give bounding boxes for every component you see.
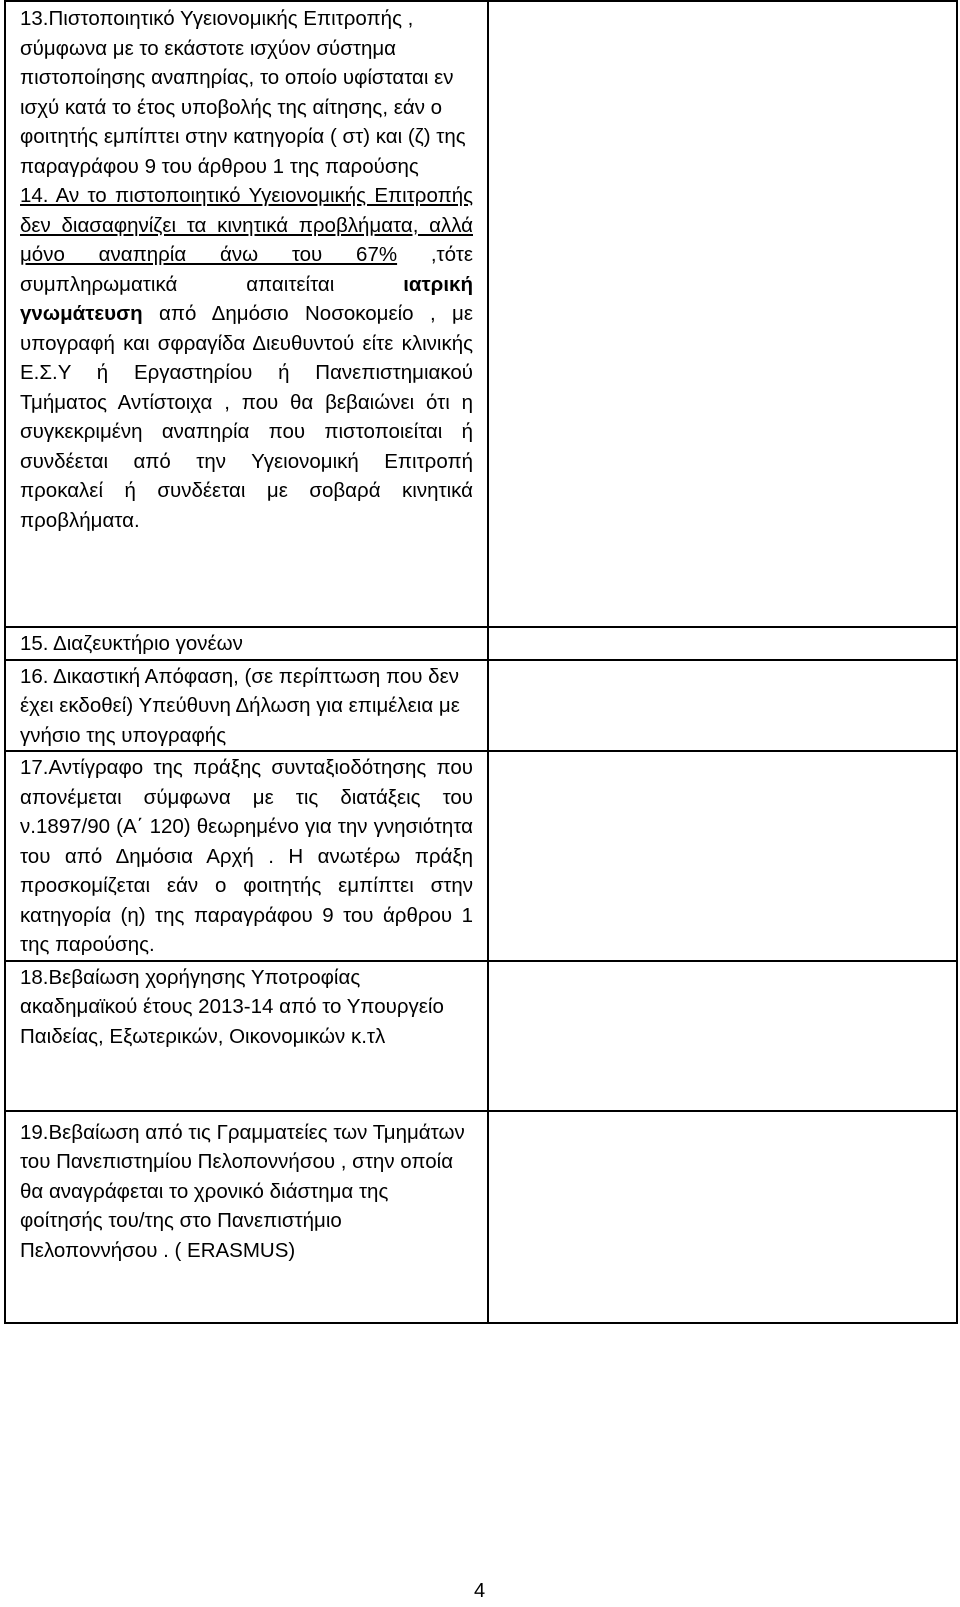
table-row — [5, 660, 957, 752]
right-cell — [488, 751, 957, 961]
item-13-text: 13.Πιστοποιητικό Υγειονομικής Επιτροπής , σύμφωνα με το εκάστοτε ισχύον σύστημα πιστοποίησης αναπηρίας, το οποίο υφίσταται εν ισχύ κατά το έτος υποβολής της αίτησης, εάν ο φοιτητής εμπίπτει στην κατηγορία ( στ) και (ζ) της παραγράφου 9 του άρθρου 1 της παρούσης — [20, 7, 466, 178]
left-cell — [5, 1, 488, 627]
item-14-text — [20, 181, 473, 535]
documents-table — [4, 0, 958, 1324]
table-row — [5, 1111, 957, 1323]
item-19-text: 19.Βεβαίωση από τις Γραμματείες των Τμημάτων του Πανεπιστημίου Πελοποννήσου , στην οποία θα αναγράφεται το χρονικό διάστημα της φοίτησής του/της στο Πανεπιστήμιο Πελοποννήσου . ( ERASMUS) — [20, 1120, 465, 1262]
right-cell — [488, 1, 957, 627]
table-row — [5, 627, 957, 660]
item-15-text: 15. Διαζευκτήριο γονέων — [20, 632, 243, 655]
left-cell — [5, 1111, 488, 1323]
right-cell — [488, 660, 957, 752]
item-17-text: 17.Αντίγραφο της πράξης συνταξιοδότησης που απονέμεται σύμφωνα με τις διατάξεις του ν.1897/90 (Α΄ 120) θεωρημένο για την γνησιότητα του από Δημόσια Αρχή . Η ανωτέρω πράξη προσκομίζεται εάν ο φοιτητής εμπίπτει στην κατηγορία (η) της παραγράφου 9 του άρθρου 1 της παρούσης. — [20, 756, 473, 956]
right-cell — [488, 961, 957, 1111]
table-row — [5, 961, 957, 1111]
item-14-underlined: 14. Αν το πιστοποιητικό Υγειονομικής Επιτροπής δεν διασαφηνίζει τα κινητικά προβλήματα, αλλά μόνο αναπηρία άνω του 67% — [20, 184, 473, 266]
right-cell — [488, 1111, 957, 1323]
item-16-text: 16. Δικαστική Απόφαση, (σε περίπτωση που δεν έχει εκδοθεί) Υπεύθυνη Δήλωση για επιμέλεια με γνήσιο της υπογραφής — [20, 664, 460, 747]
left-cell — [5, 961, 488, 1111]
left-cell — [5, 751, 488, 961]
table-row — [5, 1, 957, 627]
item-18-text: 18.Βεβαίωση χορήγησης Υποτροφίας ακαδημαϊκού έτους 2013-14 από το Υπουργείο Παιδείας, Εξωτερικών, Οικονομικών κ.τλ — [20, 965, 444, 1048]
item-14-bold: ιατρική γνωμάτευση — [20, 272, 473, 325]
left-cell — [5, 627, 488, 660]
item-14-plain-1: ,τότε συμπληρωματικά απαιτείται — [20, 243, 473, 296]
page-number: 4 — [474, 1580, 486, 1602]
right-cell — [488, 627, 957, 660]
item-14-plain-2: από Δημόσιο Νοσοκομείο , με υπογραφή και σφραγίδα Διευθυντού είτε κλινικής Ε.Σ.Υ ή Εργαστηρίου ή Πανεπιστημιακού Τμήματος Αντίστοιχα , που θα βεβαιώνει ότι η συγκεκριμένη αναπηρία που πιστοποιείται ή συνδέεται από την Υγειονομική Επιτροπή προκαλεί ή συνδέεται με σοβαρά κινητικά προβλήματα. — [20, 302, 473, 532]
table-row — [5, 751, 957, 961]
left-cell — [5, 660, 488, 752]
